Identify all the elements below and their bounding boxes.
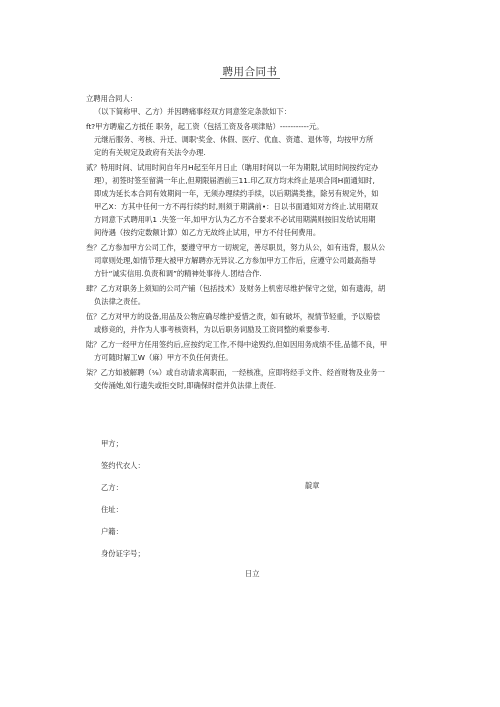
clause-text: 方同意下式聘用叭1 .失签一年,如甲方认为乙方不合要求不必试用期满则按旧发给试用期 [94,215,376,224]
clause-heading: 伍？乙方对甲方的设备,用品及公物应确尽维护爱惜之责，如有破坏，视情节轻重，予以赔偿 [86,312,381,321]
party-b-label: 乙方： [101,483,123,492]
clause-7 [86,366,420,392]
clause-heading: 肆？乙方对职务上须知的公司产铺（包括技术）及财务上机密尽维护保守之觉，如有遗海，胡 [86,284,386,293]
clause-text: 甲乙X：方其中任何一方不再行续约时,则须于期满前•：日以书面通知对方终止.试用期双 [94,202,378,211]
clause-heading: 陆？乙方一经甲方任用签约后,应按约定工作,不得中途毁约,但如因用务成绩不佳,品德不良，甲 [86,340,388,349]
clause-heading: 叁？乙方参加甲方公司工作，要遵守甲方一切规定，善尽职员，努力从公，如有违背，服从公 [86,243,386,252]
clause-heading: 柒？乙方如被解聘（⅛）或自动请求离职而，一经核准，应即将经手文件、经首财物及业务一 [86,368,385,377]
clause-text: 理），初签时签至留满一年止,但期限届酒前三11.印乙双方均未终止是项合同H面通知时, [94,176,375,185]
clause-text: 方可随时解工W（麻）甲方不负任何责任。 [94,353,233,362]
address-label: 住址： [101,505,123,514]
clause-text: 或修竞的，并作为人事考核资料，为以后职务词励及工资同整的乘要参考. [94,325,330,334]
clause-text: 即成为延长本合同有效期间一年，无须办理续约手续，以后期满类推，除另有规定外，如 [94,189,379,198]
intro-line: 立聘用合同人： [86,94,138,103]
document-body [86,92,420,392]
clause-6 [86,338,420,364]
clause-text: 间待遇（按约定数额计算）如乙方无故终止试用，甲方不付任何费用。 [94,228,321,237]
seal-label: 靛章 [305,481,320,490]
party-a-label: 甲方； [101,439,123,448]
agent-label: 签约代衣人： [101,461,145,470]
id-number-label: 身份证字号； [101,549,145,558]
clause-text: 交传涌她,如行遗失或拒交时,即确保时偿并负法律上责任. [94,381,277,390]
date-label: 日立 [245,569,260,578]
clause-3 [86,241,420,280]
clause-text: 负法律之责任。 [94,297,146,306]
clause-heading: 贰？特用时间、试用时间自年月H起至年月日止（聃用时间以一年为期限,试用时间按约定办 [86,163,379,172]
preamble-line: （以下简称甲、乙方）并因聘痛事经双方同意签定条款如下： [94,107,292,116]
title-underline [220,78,280,79]
clause-4 [86,282,420,308]
clause-text: 定的有关规定及政府有关法令办理. [94,148,206,157]
clause-heading: ft?甲方聘雇乙方抵任 职务，起工资（包括工资及各项津贴）-----------元。 [86,122,324,131]
clause-5 [86,310,420,336]
domicile-label: 户籍： [101,527,123,536]
clause-2 [86,161,420,239]
clause-text: 司章则处理,如情节理大被甲方解聘亦无异议.乙方参加甲方工作后，应遵守公司最高指导 [94,256,376,265]
document-title: 聘用合同书 [222,66,278,78]
clause-1 [86,120,420,159]
clause-text: 方针“诚实信用.负责和调”的精神处事待人.团结合作. [94,269,262,278]
clause-text: 元继后服务、考核、升迁、调职'奖金、休假、医疗、优血、资遣、退休等，均按甲方所 [94,135,374,144]
